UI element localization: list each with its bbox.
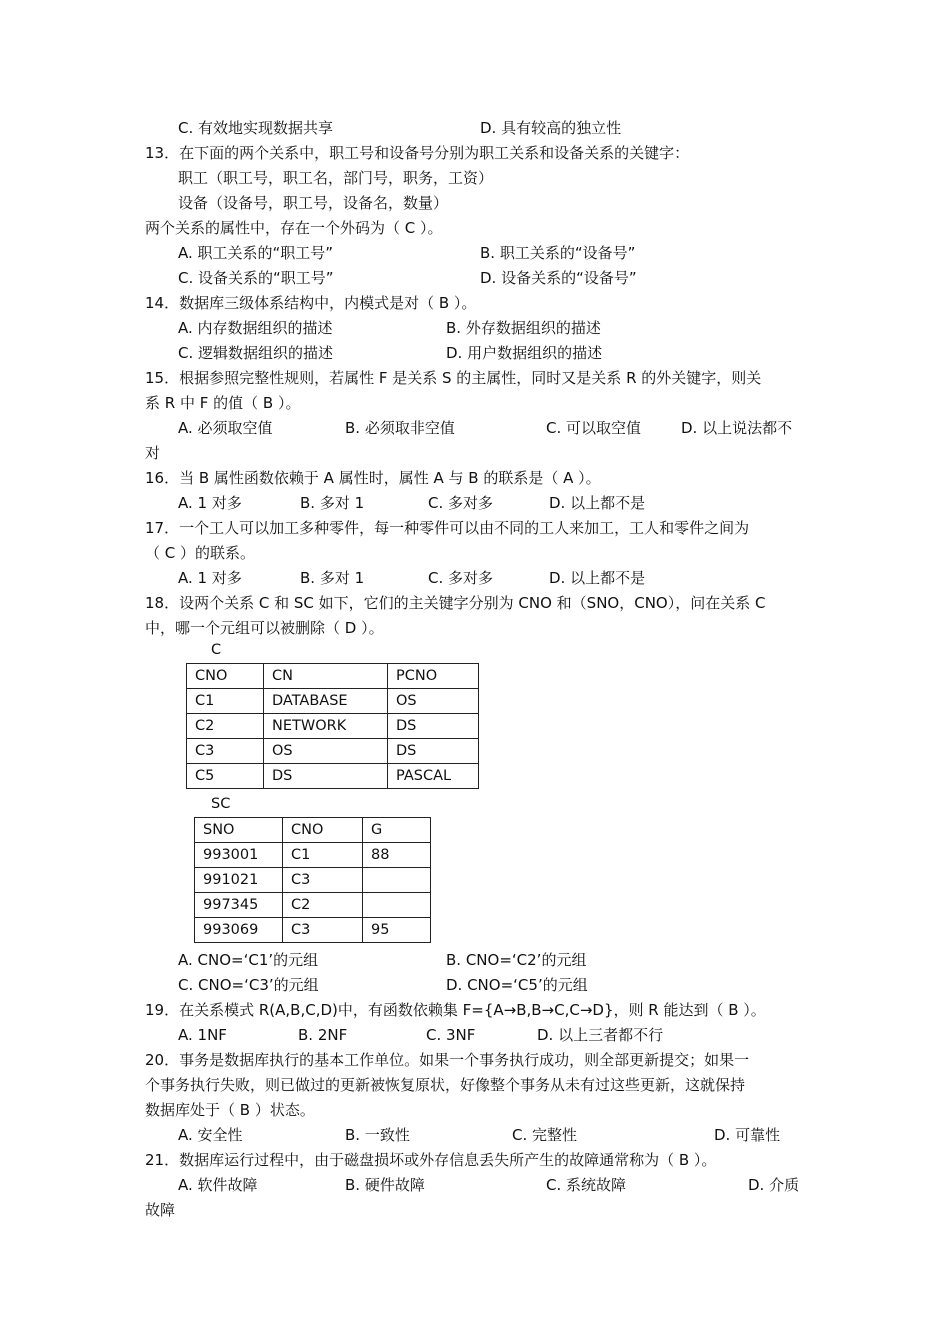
- q17-stem-line-2: （ C ）的联系。: [145, 544, 256, 562]
- q19-option-b: B. 2NF: [298, 1026, 348, 1044]
- q19-option-a: A. 1NF: [178, 1026, 227, 1044]
- table-row: [195, 868, 431, 893]
- q19-option-d: D. 以上三者都不行: [537, 1026, 664, 1044]
- q20-option-b: B. 一致性: [345, 1126, 410, 1144]
- table-row: [195, 843, 431, 868]
- q15-option-d-continued: 对: [145, 444, 161, 462]
- table-row: [187, 714, 479, 739]
- q13-option-d: D. 设备关系的“设备号”: [480, 269, 637, 287]
- q15-stem-line-1: 15．根据参照完整性规则，若属性 F 是关系 S 的主属性，同时又是关系 R 的外关键字，则关: [145, 369, 762, 387]
- table-cell: C1: [283, 843, 363, 868]
- table-cell: C2: [187, 714, 264, 739]
- q20-option-a: A. 安全性: [178, 1126, 243, 1144]
- q19-option-c: C. 3NF: [426, 1026, 476, 1044]
- table-row: [195, 818, 431, 843]
- table-cell: DS: [264, 764, 388, 789]
- table-header-cell: G: [363, 818, 431, 843]
- q13-option-b: B. 职工关系的“设备号”: [480, 244, 636, 262]
- q12-option-c: C. 有效地实现数据共享: [178, 119, 334, 137]
- q21-option-a: A. 软件故障: [178, 1176, 258, 1194]
- table-row: [195, 918, 431, 943]
- q18-option-b: B. CNO=‘C2’的元组: [446, 951, 587, 969]
- table-row: [187, 689, 479, 714]
- q20-stem-line-3: 数据库处于（ B ）状态。: [145, 1101, 315, 1119]
- q21-stem: 21．数据库运行过程中，由于磁盘损坏或外存信息丢失所产生的故障通常称为（ B ）。: [145, 1151, 717, 1169]
- q19-stem: 19．在关系模式 R(A,B,C,D)中，有函数依赖集 F={A→B,B→C,C→D}，则 R 能达到（ B ）。: [145, 1001, 766, 1019]
- q21-option-b: B. 硬件故障: [345, 1176, 425, 1194]
- q15-option-a: A. 必须取空值: [178, 419, 273, 437]
- table-sc-caption: SC: [211, 796, 231, 812]
- table-cell: 88: [363, 843, 431, 868]
- table-cell: C3: [283, 918, 363, 943]
- q15-option-b: B. 必须取非空值: [345, 419, 455, 437]
- q21-option-d: D. 介质: [748, 1176, 800, 1194]
- table-cell: C5: [187, 764, 264, 789]
- q13-relation-1: 职工（职工号，职工名，部门号，职务，工资）: [178, 169, 494, 187]
- table-row: [187, 764, 479, 789]
- q17-option-d: D. 以上都不是: [549, 569, 646, 587]
- q15-stem-line-2: 系 R 中 F 的值（ B ）。: [145, 394, 301, 412]
- table-header-cell: CNO: [187, 664, 264, 689]
- q17-option-c: C. 多对多: [428, 569, 494, 587]
- table-cell: C3: [283, 868, 363, 893]
- table-cell: C3: [187, 739, 264, 764]
- table-cell: OS: [388, 689, 479, 714]
- q14-option-c: C. 逻辑数据组织的描述: [178, 344, 334, 362]
- table-header-cell: CN: [264, 664, 388, 689]
- q18-option-c: C. CNO=‘C3’的元组: [178, 976, 319, 994]
- q17-option-b: B. 多对 1: [300, 569, 365, 587]
- table-cell: PASCAL: [388, 764, 479, 789]
- q14-stem: 14．数据库三级体系结构中，内模式是对（ B ）。: [145, 294, 477, 312]
- q13-relation-2: 设备（设备号，职工号，设备名，数量）: [178, 194, 449, 212]
- table-c-caption: C: [211, 642, 222, 658]
- q16-option-d: D. 以上都不是: [549, 494, 646, 512]
- table-cell: 993001: [195, 843, 283, 868]
- table-cell: DATABASE: [264, 689, 388, 714]
- table-header-cell: PCNO: [388, 664, 479, 689]
- q16-stem: 16．当 B 属性函数依赖于 A 属性时，属性 A 与 B 的联系是（ A ）。: [145, 469, 601, 487]
- table-cell: NETWORK: [264, 714, 388, 739]
- table-cell: DS: [388, 714, 479, 739]
- q21-option-d-continued: 故障: [145, 1201, 176, 1219]
- q16-option-c: C. 多对多: [428, 494, 494, 512]
- q20-option-c: C. 完整性: [512, 1126, 578, 1144]
- q21-option-c: C. 系统故障: [546, 1176, 627, 1194]
- q14-option-b: B. 外存数据组织的描述: [446, 319, 601, 337]
- table-header-cell: CNO: [283, 818, 363, 843]
- table-cell: 991021: [195, 868, 283, 893]
- q17-stem-line-1: 17．一个工人可以加工多种零件，每一种零件可以由不同的工人来加工，工人和零件之间为: [145, 519, 750, 537]
- q13-option-a: A. 职工关系的“职工号”: [178, 244, 334, 262]
- q14-option-a: A. 内存数据组织的描述: [178, 319, 333, 337]
- q16-option-b: B. 多对 1: [300, 494, 365, 512]
- q18-option-d: D. CNO=‘C5’的元组: [446, 976, 588, 994]
- q16-option-a: A. 1 对多: [178, 494, 242, 512]
- q17-option-a: A. 1 对多: [178, 569, 242, 587]
- q20-stem-line-2: 个事务执行失败，则已做过的更新被恢复原状，好像整个事务从未有过这些更新，这就保持: [145, 1076, 746, 1094]
- table-cell: C1: [187, 689, 264, 714]
- table-cell: 95: [363, 918, 431, 943]
- q18-stem-line-1: 18．设两个关系 C 和 SC 如下，它们的主关键字分别为 CNO 和（SNO，CNO），问在关系 C: [145, 594, 766, 612]
- table-cell: C2: [283, 893, 363, 918]
- table-cell: [363, 868, 431, 893]
- q13-stem: 13．在下面的两个关系中，职工号和设备号分别为职工关系和设备关系的关键字：: [145, 144, 690, 162]
- q20-stem-line-1: 20．事务是数据库执行的基本工作单位。如果一个事务执行成功，则全部更新提交；如果一: [145, 1051, 750, 1069]
- table-header-cell: SNO: [195, 818, 283, 843]
- table-c: [186, 663, 479, 789]
- q15-option-c: C. 可以取空值: [546, 419, 642, 437]
- q12-option-d: D. 具有较高的独立性: [480, 119, 622, 137]
- q18-option-a: A. CNO=‘C1’的元组: [178, 951, 319, 969]
- q14-option-d: D. 用户数据组织的描述: [446, 344, 603, 362]
- q20-option-d: D. 可靠性: [714, 1126, 781, 1144]
- table-cell: 993069: [195, 918, 283, 943]
- q18-stem-line-2: 中，哪一个元组可以被删除（ D ）。: [145, 619, 384, 637]
- table-cell: 997345: [195, 893, 283, 918]
- table-cell: DS: [388, 739, 479, 764]
- table-row: [187, 664, 479, 689]
- q13-prompt: 两个关系的属性中，存在一个外码为（ C ）。: [145, 219, 443, 237]
- table-cell: OS: [264, 739, 388, 764]
- table-cell: [363, 893, 431, 918]
- q13-option-c: C. 设备关系的“职工号”: [178, 269, 334, 287]
- q15-option-d: D. 以上说法都不: [681, 419, 793, 437]
- table-row: [195, 893, 431, 918]
- table-sc: [194, 817, 431, 943]
- table-row: [187, 739, 479, 764]
